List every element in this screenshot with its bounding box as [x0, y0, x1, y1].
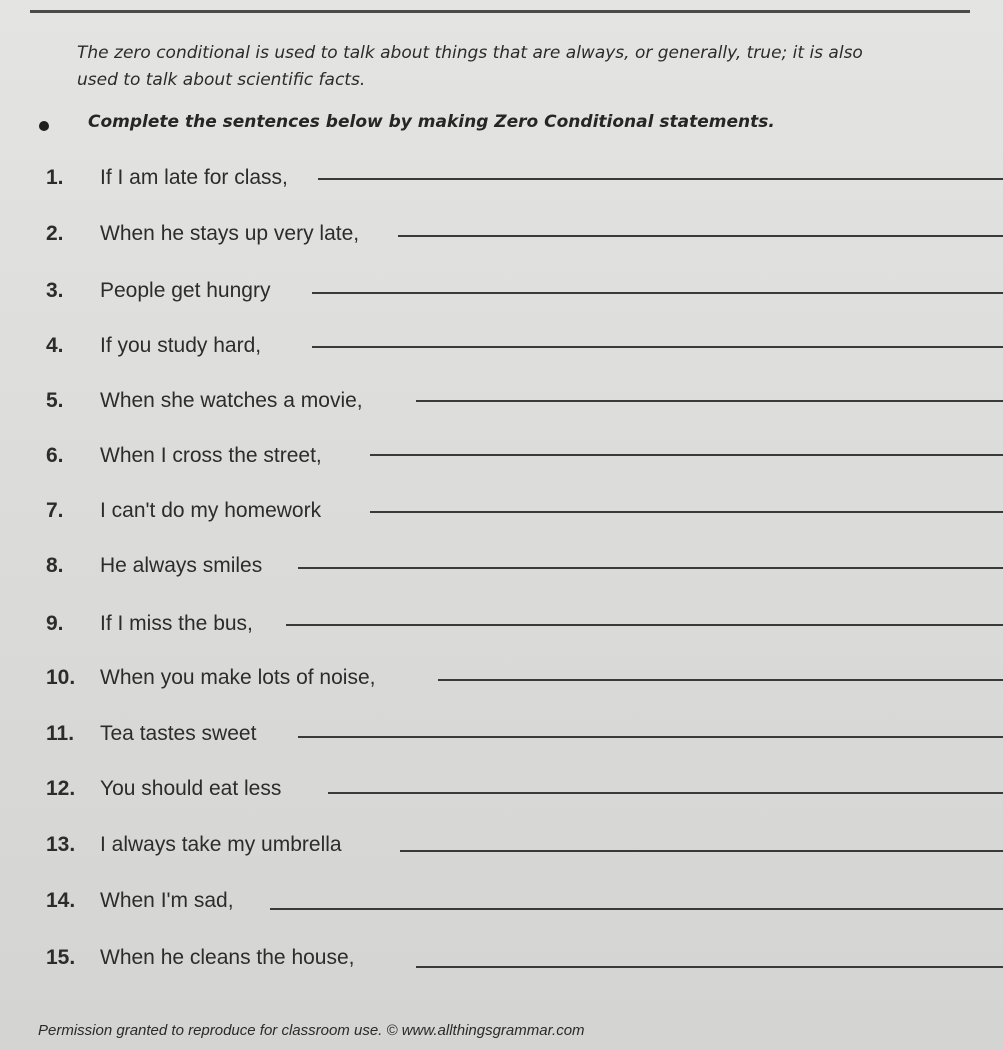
answer-blank[interactable]: [400, 850, 1003, 852]
item-prompt: If you study hard,: [100, 334, 262, 357]
item-number: 3.: [46, 279, 64, 302]
item-prompt: If I am late for class,: [100, 166, 288, 189]
exercise-item: [46, 666, 375, 696]
answer-blank[interactable]: [298, 736, 1003, 738]
answer-blank[interactable]: [318, 178, 1003, 180]
item-prompt: When you make lots of noise,: [100, 666, 376, 689]
exercise-item: [46, 554, 262, 584]
answer-blank[interactable]: [286, 624, 1003, 626]
answer-blank[interactable]: [328, 792, 1003, 794]
item-number: 9.: [46, 612, 64, 635]
exercise-item: [46, 889, 234, 919]
intro-line-2: used to talk about scientific facts.: [77, 70, 366, 90]
answer-blank[interactable]: [270, 908, 1003, 910]
item-number: 2.: [46, 222, 64, 245]
answer-blank[interactable]: [370, 511, 1003, 513]
exercise-item: [46, 389, 363, 419]
answer-blank[interactable]: [398, 235, 1003, 237]
item-prompt: Tea tastes sweet: [100, 722, 257, 745]
answer-blank[interactable]: [312, 346, 1003, 348]
exercise-item: [46, 499, 321, 529]
instruction-text: Complete the sentences below by making Zero Conditional statements.: [88, 112, 775, 132]
exercise-item: [46, 612, 253, 642]
copyright-footer: Permission granted to reproduce for classroom use. © www.allthingsgrammar.com: [38, 1022, 585, 1039]
top-divider: [30, 10, 970, 13]
exercise-item: [46, 444, 322, 474]
item-number: 13.: [46, 833, 76, 856]
exercise-item: [46, 946, 355, 976]
item-prompt: When she watches a movie,: [100, 389, 363, 412]
item-prompt: People get hungry: [100, 279, 271, 302]
answer-blank[interactable]: [438, 679, 1003, 681]
item-number: 8.: [46, 554, 64, 577]
answer-blank[interactable]: [416, 966, 1003, 968]
item-number: 15.: [46, 946, 76, 969]
item-number: 11.: [46, 722, 75, 745]
item-prompt: When I cross the street,: [100, 444, 322, 467]
exercise-item: [46, 334, 261, 364]
item-number: 10.: [46, 666, 76, 689]
item-number: 1.: [46, 166, 64, 189]
item-number: 5.: [46, 389, 64, 412]
item-number: 4.: [46, 334, 64, 357]
item-prompt: When he stays up very late,: [100, 222, 360, 245]
item-number: 14.: [46, 889, 76, 912]
item-number: 6.: [46, 444, 64, 467]
item-prompt: When he cleans the house,: [100, 946, 355, 969]
exercise-item: [46, 722, 256, 752]
answer-blank[interactable]: [312, 292, 1003, 294]
item-prompt: I can't do my homework: [100, 499, 322, 522]
item-prompt: When I'm sad,: [100, 889, 234, 912]
item-prompt: I always take my umbrella: [100, 833, 342, 856]
answer-blank[interactable]: [370, 454, 1003, 456]
item-number: 7.: [46, 499, 64, 522]
answer-blank[interactable]: [298, 567, 1003, 569]
exercise-item: [46, 777, 281, 807]
bullet-icon: [39, 121, 49, 131]
item-prompt: You should eat less: [100, 777, 282, 800]
exercise-item: [46, 222, 359, 252]
exercise-item: [46, 833, 342, 863]
item-prompt: If I miss the bus,: [100, 612, 253, 635]
exercise-item: [46, 166, 288, 196]
intro-line-1: The zero conditional is used to talk about things that are always, or generally, true; it is also: [77, 43, 863, 63]
answer-blank[interactable]: [416, 400, 1003, 402]
exercise-item: [46, 279, 270, 309]
intro-paragraph: [77, 40, 1003, 94]
item-prompt: He always smiles: [100, 554, 263, 577]
item-number: 12.: [46, 777, 76, 800]
